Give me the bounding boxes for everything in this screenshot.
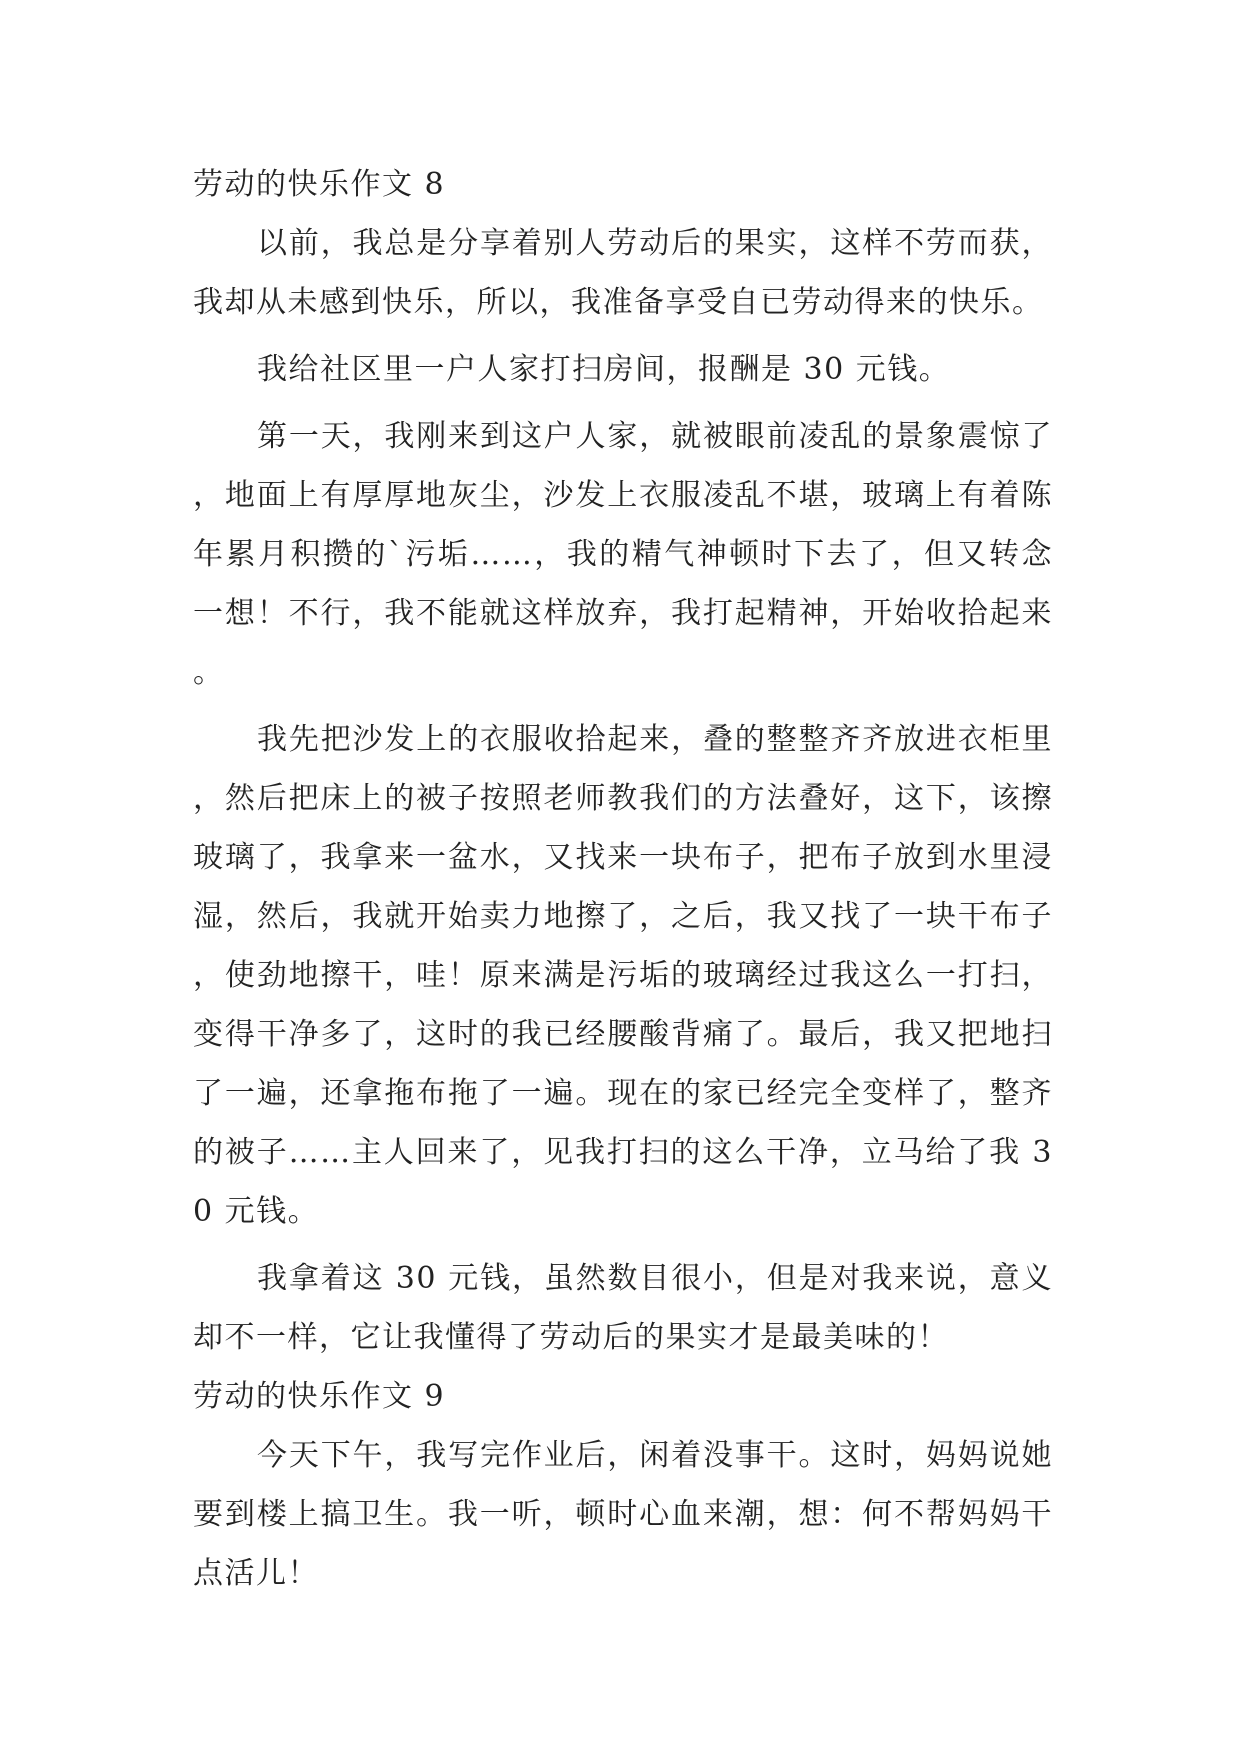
essay-9-title: 劳动的快乐作文 9 xyxy=(193,1379,446,1414)
essay-8-paragraph-3: 第一天，我刚来到这户人家，就被眼前凌乱的景象震惊了，地面上有厚厚地灰尘，沙发上衣服凌乱不堪，玻璃上有着陈年累月积攒的`污垢……，我的精气神顿时下去了，但又转念一想！不行，我不能就这样放弃，我打起精神，开始收拾起来。 xyxy=(193,419,1053,690)
essay-8-paragraph-2: 我给社区里一户人家打扫房间，报酬是 30 元钱。 xyxy=(257,352,951,387)
essay-8-title: 劳动的快乐作文 8 xyxy=(193,167,446,202)
essay-8-paragraph-5: 我拿着这 30 元钱，虽然数目很小，但是对我来说，意义却不一样，它让我懂得了劳动后的果实才是最美味的！ xyxy=(193,1261,1053,1355)
essay-9-paragraph-1: 今天下午，我写完作业后，闲着没事干。这时，妈妈说她要到楼上搞卫生。我一听，顿时心血来潮，想：何不帮妈妈干点活儿！ xyxy=(193,1438,1053,1591)
essay-8-paragraph-4: 我先把沙发上的衣服收拾起来，叠的整整齐齐放进衣柜里，然后把床上的被子按照老师教我们的方法叠好，这下，该擦玻璃了，我拿来一盆水，又找来一块布子，把布子放到水里浸湿，然后，我就开始卖力地擦了，之后，我又找了一块干布子，使劲地擦干，哇！原来满是污垢的玻璃经过我这么一打扫，变得干净多了，这时的我已经腰酸背痛了。最后，我又把地扫了一遍，还拿拖布拖了一遍。现在的家已经完全变样了，整齐的被子……主人回来了，见我打扫的这么干净，立马给了我 30 元钱。 xyxy=(193,722,1053,1229)
essay-8-paragraph-1: 以前，我总是分享着别人劳动后的果实，这样不劳而获，我却从未感到快乐，所以，我准备享受自已劳动得来的快乐。 xyxy=(193,226,1053,320)
document-body xyxy=(193,155,1053,1603)
